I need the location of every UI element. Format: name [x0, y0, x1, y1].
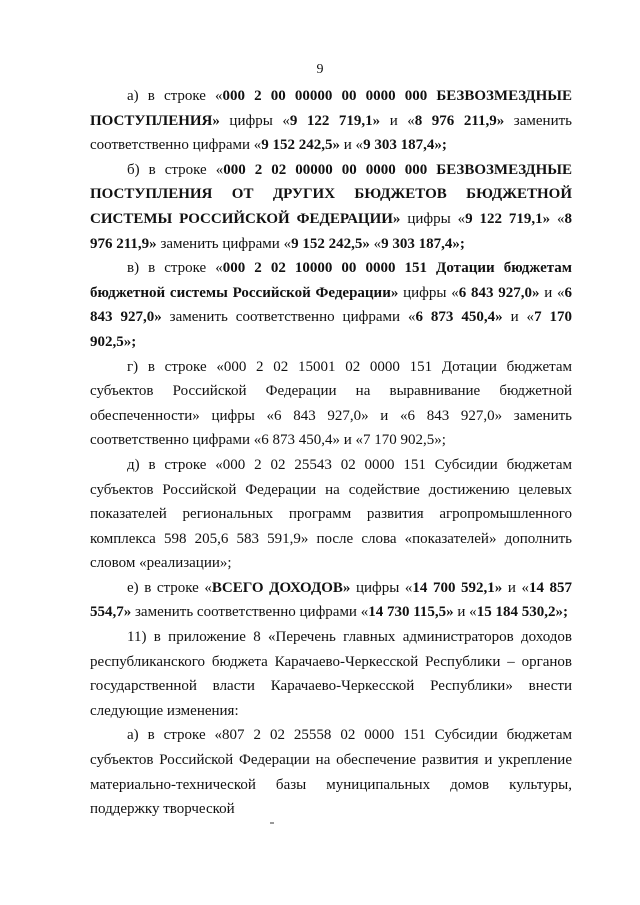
text-run: заменить соответственно цифрами « — [131, 604, 369, 621]
bold-text-run: 6 843 927,0» — [90, 284, 573, 326]
text-run: г) в строке «000 2 02 15001 02 0000 151 Дотации бюджетам субъектов Российской Федерации на выравнивание бюджетной обеспеченности» цифры «6 843 927,0» и «6 843 927,0» заменить соответственно цифрами «6 873 450,4» и «7 170 902,5»; — [90, 358, 572, 449]
bold-text-run: 8 976 211,9» — [90, 210, 573, 252]
bold-text-run: 9 122 719,1» — [289, 112, 381, 129]
document-body — [90, 84, 572, 822]
paragraph-a-culture-subsidies — [90, 723, 572, 821]
bold-text-run: 14 730 115,5» — [368, 604, 454, 621]
bold-text-run: 000 2 02 10000 00 0000 151 Дотации бюджетам бюджетной системы Российской Федерации» — [90, 260, 572, 301]
scan-speck — [270, 822, 274, 824]
text-run: и « — [380, 112, 415, 129]
text-run: д) в строке «000 2 02 25543 02 0000 151 Субсидии бюджетам субъектов Российской Федерации на содействие достижению целевых показателей региональных программ развития агропромышленного комплекса 598 205,6 583 591,9» после слова «показателей» дополнить словом «реализации»; — [90, 456, 572, 572]
text-run: заменить соответственно цифрами « — [90, 112, 572, 154]
text-run: в) в строке « — [127, 260, 223, 277]
text-run: цифры « — [219, 112, 290, 129]
paragraph-e-total-revenues — [90, 576, 572, 625]
text-run: « — [550, 210, 565, 227]
bold-text-run: 9 122 719,1» — [465, 210, 551, 227]
text-run: и « — [502, 309, 535, 326]
bold-text-run: 9 152 242,5» — [291, 235, 370, 252]
paragraph-a-grant-revenues — [90, 84, 572, 158]
bold-text-run: 8 976 211,9» — [414, 112, 505, 129]
bold-text-run: 14 700 592,1» — [412, 579, 503, 596]
text-run: 11) в приложение 8 «Перечень главных администраторов доходов республиканского бюджета Карачаево-Черкесской Республики – органов государственной власти Карачаево-Черкесской Республики» внести следующие изменения: — [90, 629, 572, 719]
paragraph-11-appendix-8 — [90, 625, 572, 723]
text-run: и « — [340, 137, 364, 154]
bold-text-run: 9 303 187,4»; — [363, 137, 447, 154]
text-run: цифры « — [350, 579, 413, 596]
text-run: и « — [453, 604, 477, 621]
text-run: и « — [539, 284, 565, 301]
bold-text-run: 000 2 00 00000 00 0000 000 БЕЗВОЗМЕЗДНЫЕ ПОСТУПЛЕНИЯ» — [90, 88, 573, 129]
bold-text-run: 6 873 450,4» — [415, 309, 503, 326]
bold-text-run: 15 184 530,2»; — [476, 604, 568, 621]
bold-text-run: 6 843 927,0» — [458, 284, 540, 301]
paragraph-v-budget-subsidies — [90, 256, 572, 354]
bold-text-run: 9 152 242,5» — [261, 137, 341, 154]
paragraph-d-agro-subsidies — [90, 453, 572, 576]
text-run: цифры « — [398, 284, 459, 301]
page-number: 9 — [316, 62, 324, 77]
text-run: б) в строке « — [127, 161, 224, 178]
text-run: е) в строке « — [127, 579, 212, 596]
text-run: и « — [502, 579, 529, 596]
text-run: а) в строке «807 2 02 25558 02 0000 151 Субсидии бюджетам субъектов Российской Федерации на обеспечение развития и укрепление материально-технической базы муниципальных домов культуры, поддержку творческой — [90, 727, 572, 818]
text-run: заменить соответственно цифрами « — [161, 309, 416, 326]
bold-text-run: 9 303 187,4»; — [381, 235, 465, 252]
text-run: цифры « — [400, 210, 466, 227]
bold-text-run: 14 857 554,7» — [90, 579, 573, 621]
bold-text-run: 7 170 902,5»; — [90, 309, 573, 350]
text-run: а) в строке « — [127, 88, 223, 104]
text-run: заменить цифрами « — [156, 235, 292, 252]
bold-text-run: ВСЕГО ДОХОДОВ» — [211, 579, 351, 596]
paragraph-g-equalization-subsidies — [90, 355, 572, 453]
text-run: « — [369, 235, 382, 252]
paragraph-b-transfers-from-budgets — [90, 158, 572, 256]
bold-text-run: 000 2 02 00000 00 0000 000 БЕЗВОЗМЕЗДНЫЕ ПОСТУПЛЕНИЯ ОТ ДРУГИХ БЮДЖЕТОВ БЮДЖЕТНОЙ СИСТЕМЫ РОССИЙСКОЙ ФЕДЕРАЦИИ» — [90, 161, 572, 227]
